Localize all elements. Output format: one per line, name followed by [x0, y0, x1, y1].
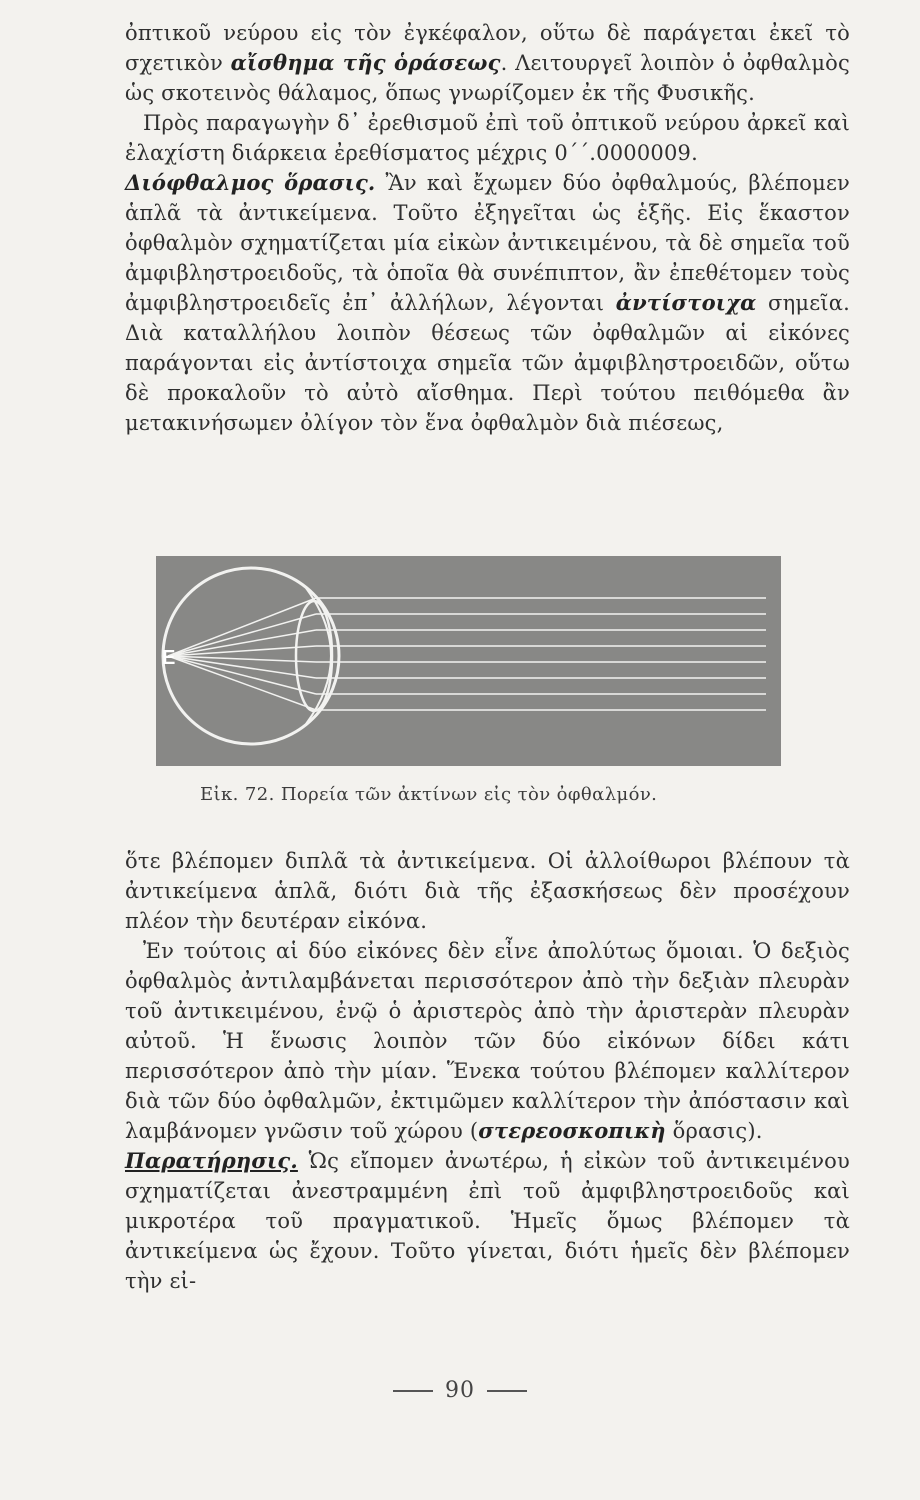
section-heading-observation: Παρατήρησις.	[125, 1148, 298, 1173]
figure-label-e: E	[162, 647, 176, 669]
emphasis-stereoscopic: στερεοσκοπικὴ	[478, 1118, 666, 1143]
eye-ray-diagram-svg	[156, 556, 781, 766]
emphasis-corresponding: ἀντίστοιχα	[615, 290, 757, 315]
figure-caption: Εἰκ. 72. Πορεία τῶν ἀκτίνων εἰς τὸν ὀφθαλμόν.	[200, 784, 658, 805]
paragraph-double-vision: ὅτε βλέπομεν διπλᾶ τὰ ἀντικείμενα. Οἱ ἀλλοίθωροι βλέπουν τὰ ἀντικείμενα ἁπλᾶ, διότι διὰ τῆς ἐξασκήσεως δὲν προσέχουν πλέον τὴν δευτέραν εἰκόνα.	[125, 849, 850, 933]
section-heading-binocular: Διόφθαλμος ὅρασις.	[125, 170, 376, 195]
bottom-text-block	[125, 846, 850, 1296]
dash-left	[393, 1390, 433, 1392]
emphasis-vision-sensation: αἴσθημα τῆς ὁράσεως	[230, 50, 501, 75]
page-number: 90	[0, 1378, 920, 1403]
paragraph-binocular-vision: Διόφθαλμος ὅρασις. Ἂν καὶ ἔχωμεν δύο ὀφθαλμούς, βλέπομεν ἁπλᾶ τὰ ἀντικείμενα. Τοῦτο ἐξηγεῖται ὡς ἑξῆς. Εἰς ἕκαστον ὀφθαλμὸν σχηματίζεται μία εἰκὼν ἀντικειμένου, τὰ δὲ σημεῖα τοῦ ἀμφιβληστροειδοῦς, τὰ ὁποῖα θὰ συνέπιπτον, ἂν ἐπεθέτομεν τοὺς ἀμφιβληστροειδεῖς ἐπ᾽ ἀλλήλων, λέγονται ἀντίστοιχα σημεῖα. Διὰ καταλλήλου λοιπὸν θέσεως τῶν ὀφθαλμῶν αἱ εἰκόνες παράγονται εἰς ἀντίστοιχα σημεῖα τῶν ἀμφιβληστροειδῶν, οὕτω δὲ προκαλοῦν τὸ αὐτὸ αἴσθημα. Περὶ τούτου πειθόμεθα ἂν μετακινήσωμεν ὀλίγον τὸν ἕνα ὀφθαλμὸν διὰ πιέσεως,	[125, 170, 850, 435]
dash-right	[487, 1390, 527, 1392]
paragraph-observation: Παρατήρησις. Ὡς εἴπομεν ἀνωτέρω, ἡ εἰκὼν τοῦ ἀντικειμένου σχηματίζεται ἀνεστραμμένη ἐπὶ τοῦ ἀμφιβληστροειδοῦς καὶ μικροτέρα τοῦ πραγματικοῦ. Ἡμεῖς ὅμως βλέπομεν τὰ ἀντικείμενα ὡς ἔχουν. Τοῦτο γίνεται, διότι ἡμεῖς δὲν βλέπομεν τὴν εἰ-	[125, 1148, 850, 1293]
paragraph-stereoscopic: Ἐν τούτοις αἱ δύο εἰκόνες δὲν εἶνε ἀπολύτως ὅμοιαι. Ὁ δεξιὸς ὀφθαλμὸς ἀντιλαμβάνεται περισσότερον ἀπὸ τὴν δεξιὰν πλευρὰν τοῦ ἀντικειμένου, ἐνῷ ὁ ἀριστερὸς ἀπὸ τὴν ἀριστερὰν πλευρὰν αὐτοῦ. Ἡ ἕνωσις λοιπὸν τῶν δύο εἰκόνων δίδει κάτι περισσότερον ἀπὸ τὴν μίαν. Ἕνεκα τούτου βλέπομεν καλλίτερον διὰ τῶν δύο ὀφθαλμῶν, ἐκτιμῶμεν καλλίτερον τὴν ἀπόστασιν καὶ λαμβάνομεν γνῶσιν τοῦ χώρου (στερεοσκοπικὴ ὅρασις).	[125, 939, 850, 1143]
paragraph-stimulus-duration: Πρὸς παραγωγὴν δ᾽ ἐρεθισμοῦ ἐπὶ τοῦ ὀπτικοῦ νεύρου ἀρκεῖ καὶ ἐλαχίστη διάρκεια ἐρεθίσματος μέχρις 0΄΄.0000009.	[125, 111, 850, 165]
top-text-block	[125, 18, 850, 438]
eye-ray-diagram	[156, 556, 781, 766]
paragraph-retina-signal: ὀπτικοῦ νεύρου εἰς τὸν ἐγκέφαλον, οὕτω δὲ παράγεται ἐκεῖ τὸ σχετικὸν αἴσθημα τῆς ὁράσεως. Λειτουργεῖ λοιπὸν ὁ ὀφθαλμὸς ὡς σκοτεινὸς θάλαμος, ὅπως γνωρίζομεν ἐκ τῆς Φυσικῆς.	[125, 21, 850, 105]
